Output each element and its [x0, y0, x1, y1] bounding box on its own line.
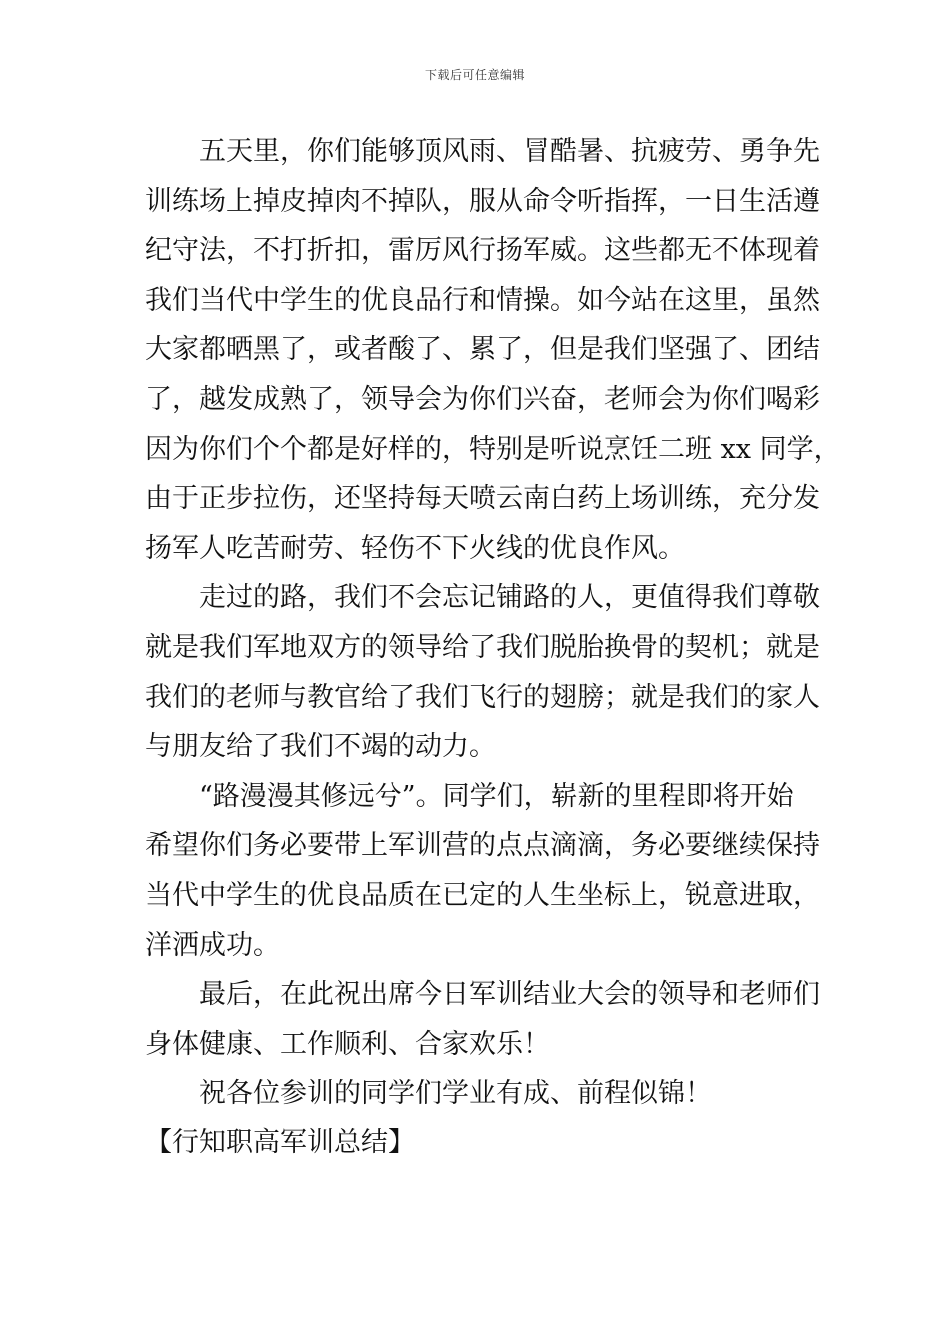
document-body: [145, 127, 841, 1119]
paragraph-line: 最后，在此祝出席今日军训结业大会的领导和老师们: [199, 979, 820, 1011]
paragraph-line: 洋洒成功。: [145, 929, 280, 961]
paragraph-line: “路漫漫其修远兮”。同学们，崭新的里程即将开始: [199, 780, 794, 812]
paragraph-line: 与朋友给了我们不竭的动力。: [145, 731, 496, 763]
paragraph-line: 扬军人吃苦耐劳、轻伤不下火线的优良作风。: [145, 532, 685, 564]
paragraph-line: 大家都晒黑了，或者酸了、累了，但是我们坚强了、团结: [145, 334, 820, 366]
section-title: 【行知职高军训总结】: [145, 1127, 415, 1158]
paragraph-line: 纪守法，不打折扣，雷厉风行扬军威。这些都无不体现着: [145, 235, 820, 267]
paragraph-line: 我们的老师与教官给了我们飞行的翅膀；就是我们的家人: [145, 681, 820, 713]
paragraph-line: 走过的路，我们不会忘记铺路的人，更值得我们尊敬: [199, 582, 820, 614]
paragraph-line: 训练场上掉皮掉肉不掉队，服从命令听指挥，一日生活遵: [145, 185, 820, 217]
paragraph-line: 就是我们军地双方的领导给了我们脱胎换骨的契机；就是: [145, 631, 820, 663]
paragraph-line: 由于正步拉伤，还坚持每天喷云南白药上场训练，充分发: [145, 483, 820, 515]
paragraph-line: 因为你们个个都是好样的，特别是听说烹饪二班 xx 同学，: [145, 433, 841, 465]
paragraph-line: 身体健康、工作顺利、合家欢乐！: [145, 1028, 550, 1060]
paragraph-line: 五天里，你们能够顶风雨、冒酷暑、抗疲劳、勇争先: [199, 136, 820, 167]
paragraph-line: 当代中学生的优良品质在已定的人生坐标上，锐意进取，: [145, 879, 820, 911]
paragraph-line: 希望你们务必要带上军训营的点点滴滴，务必要继续保持: [145, 830, 820, 862]
paragraph-line: 祝各位参训的同学们学业有成、前程似锦！: [199, 1078, 712, 1110]
paragraph-line: 我们当代中学生的优良品行和情操。如今站在这里，虽然: [145, 284, 820, 316]
paragraph-line: 了，越发成熟了，领导会为你们兴奋，老师会为你们喝彩: [145, 383, 820, 415]
page-header-note: 下载后可任意编辑: [424, 68, 525, 82]
